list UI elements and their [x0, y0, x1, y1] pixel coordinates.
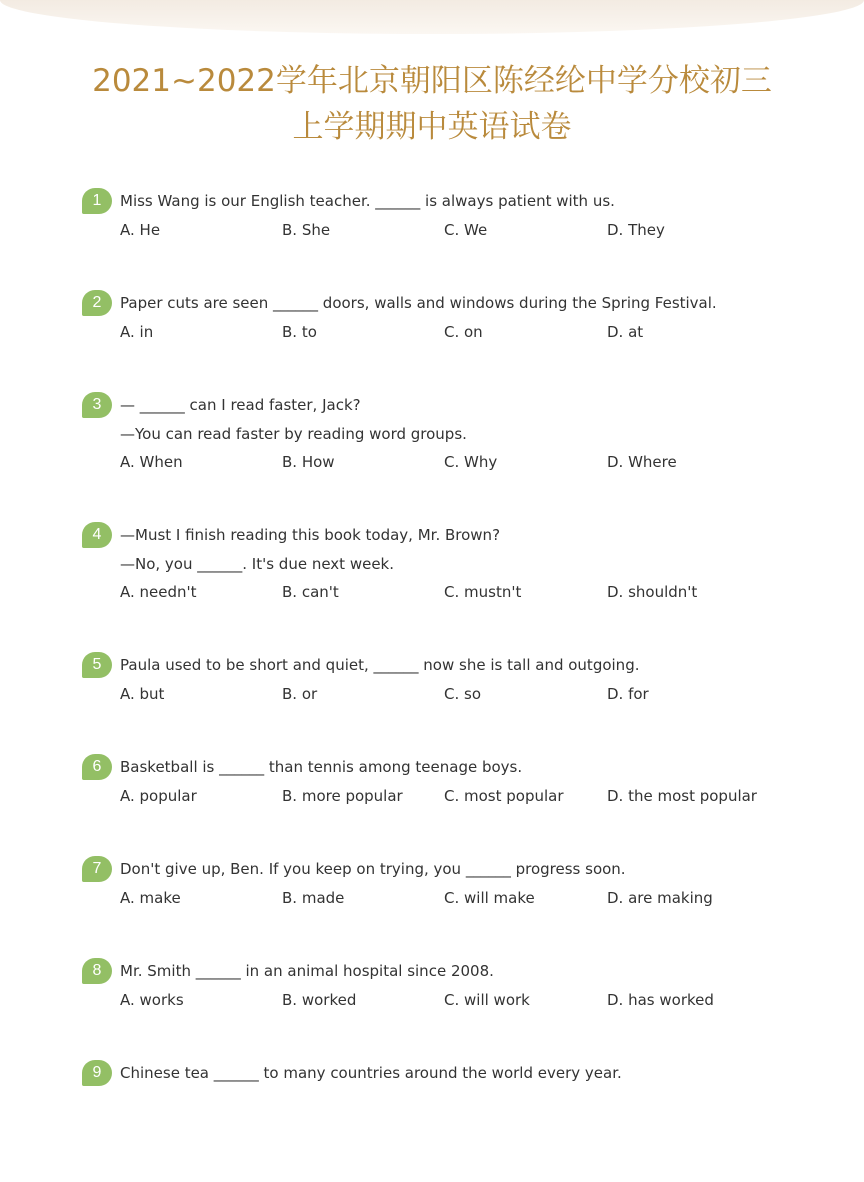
title-line-1: 2021~2022学年北京朝阳区陈经纶中学分校初三 — [92, 63, 772, 99]
answer-options — [120, 887, 780, 909]
question-stem: Chinese tea ______ to many countries around the world every year. — [120, 1064, 622, 1082]
question-number-badge: 4 — [82, 522, 112, 548]
question-stem-line-2: —No, you ______. It's due next week. — [120, 555, 395, 573]
answer-options — [120, 989, 780, 1011]
option-d[interactable]: D. has worked — [607, 991, 714, 1009]
question-number-badge: 9 — [82, 1060, 112, 1086]
option-a[interactable]: A. but — [120, 685, 165, 703]
question-stem: — ______ can I read faster, Jack? — [120, 396, 361, 414]
question-stem: —Must I finish reading this book today, Mr. Brown? — [120, 526, 501, 544]
question-stem: Mr. Smith ______ in an animal hospital since 2008. — [120, 962, 494, 980]
option-b[interactable]: B. She — [282, 221, 331, 239]
question-stem: Paper cuts are seen ______ doors, walls and windows during the Spring Festival. — [120, 294, 717, 312]
answer-options — [120, 785, 780, 807]
option-c[interactable]: C. most popular — [444, 787, 564, 805]
option-d[interactable]: D. for — [607, 685, 649, 703]
title-line-2: 上学期期中英语试卷 — [292, 109, 572, 145]
option-b[interactable]: B. more popular — [282, 787, 403, 805]
option-c[interactable]: C. on — [444, 323, 483, 341]
option-b[interactable]: B. How — [282, 453, 335, 471]
option-d[interactable]: D. at — [607, 323, 644, 341]
header-decoration — [0, 0, 864, 34]
option-c[interactable]: C. We — [444, 221, 488, 239]
option-d[interactable]: D. Where — [607, 453, 677, 471]
question-number-badge: 2 — [82, 290, 112, 316]
question-stem-line-2: —You can read faster by reading word groups. — [120, 425, 467, 443]
option-d[interactable]: D. the most popular — [607, 787, 757, 805]
option-c[interactable]: C. mustn't — [444, 583, 522, 601]
option-b[interactable]: B. or — [282, 685, 318, 703]
option-a[interactable]: A. make — [120, 889, 181, 907]
option-c[interactable]: C. will make — [444, 889, 535, 907]
answer-options — [120, 321, 780, 343]
question-number-badge: 1 — [82, 188, 112, 214]
question-stem: Don't give up, Ben. If you keep on trying, you ______ progress soon. — [120, 860, 626, 878]
option-b[interactable]: B. can't — [282, 583, 339, 601]
question-number-badge: 7 — [82, 856, 112, 882]
option-a[interactable]: A. He — [120, 221, 161, 239]
question-stem: Basketball is ______ than tennis among teenage boys. — [120, 758, 523, 776]
question-stem: Miss Wang is our English teacher. ______ is always patient with us. — [120, 192, 615, 210]
answer-options — [120, 581, 780, 603]
option-b[interactable]: B. made — [282, 889, 345, 907]
option-d[interactable]: D. They — [607, 221, 665, 239]
option-a[interactable]: A. works — [120, 991, 184, 1009]
question-number-badge: 3 — [82, 392, 112, 418]
option-b[interactable]: B. to — [282, 323, 317, 341]
option-d[interactable]: D. are making — [607, 889, 713, 907]
option-a[interactable]: A. in — [120, 323, 154, 341]
option-a[interactable]: A. popular — [120, 787, 197, 805]
option-a[interactable]: A. needn't — [120, 583, 197, 601]
answer-options — [120, 219, 780, 241]
answer-options — [120, 451, 780, 473]
option-b[interactable]: B. worked — [282, 991, 357, 1009]
question-number-badge: 8 — [82, 958, 112, 984]
question-stem: Paula used to be short and quiet, ______ now she is tall and outgoing. — [120, 656, 640, 674]
option-a[interactable]: A. When — [120, 453, 183, 471]
question-number-badge: 5 — [82, 652, 112, 678]
option-c[interactable]: C. Why — [444, 453, 498, 471]
option-c[interactable]: C. so — [444, 685, 482, 703]
page-title — [0, 58, 864, 150]
question-number-badge: 6 — [82, 754, 112, 780]
option-c[interactable]: C. will work — [444, 991, 530, 1009]
option-d[interactable]: D. shouldn't — [607, 583, 698, 601]
answer-options — [120, 683, 780, 705]
